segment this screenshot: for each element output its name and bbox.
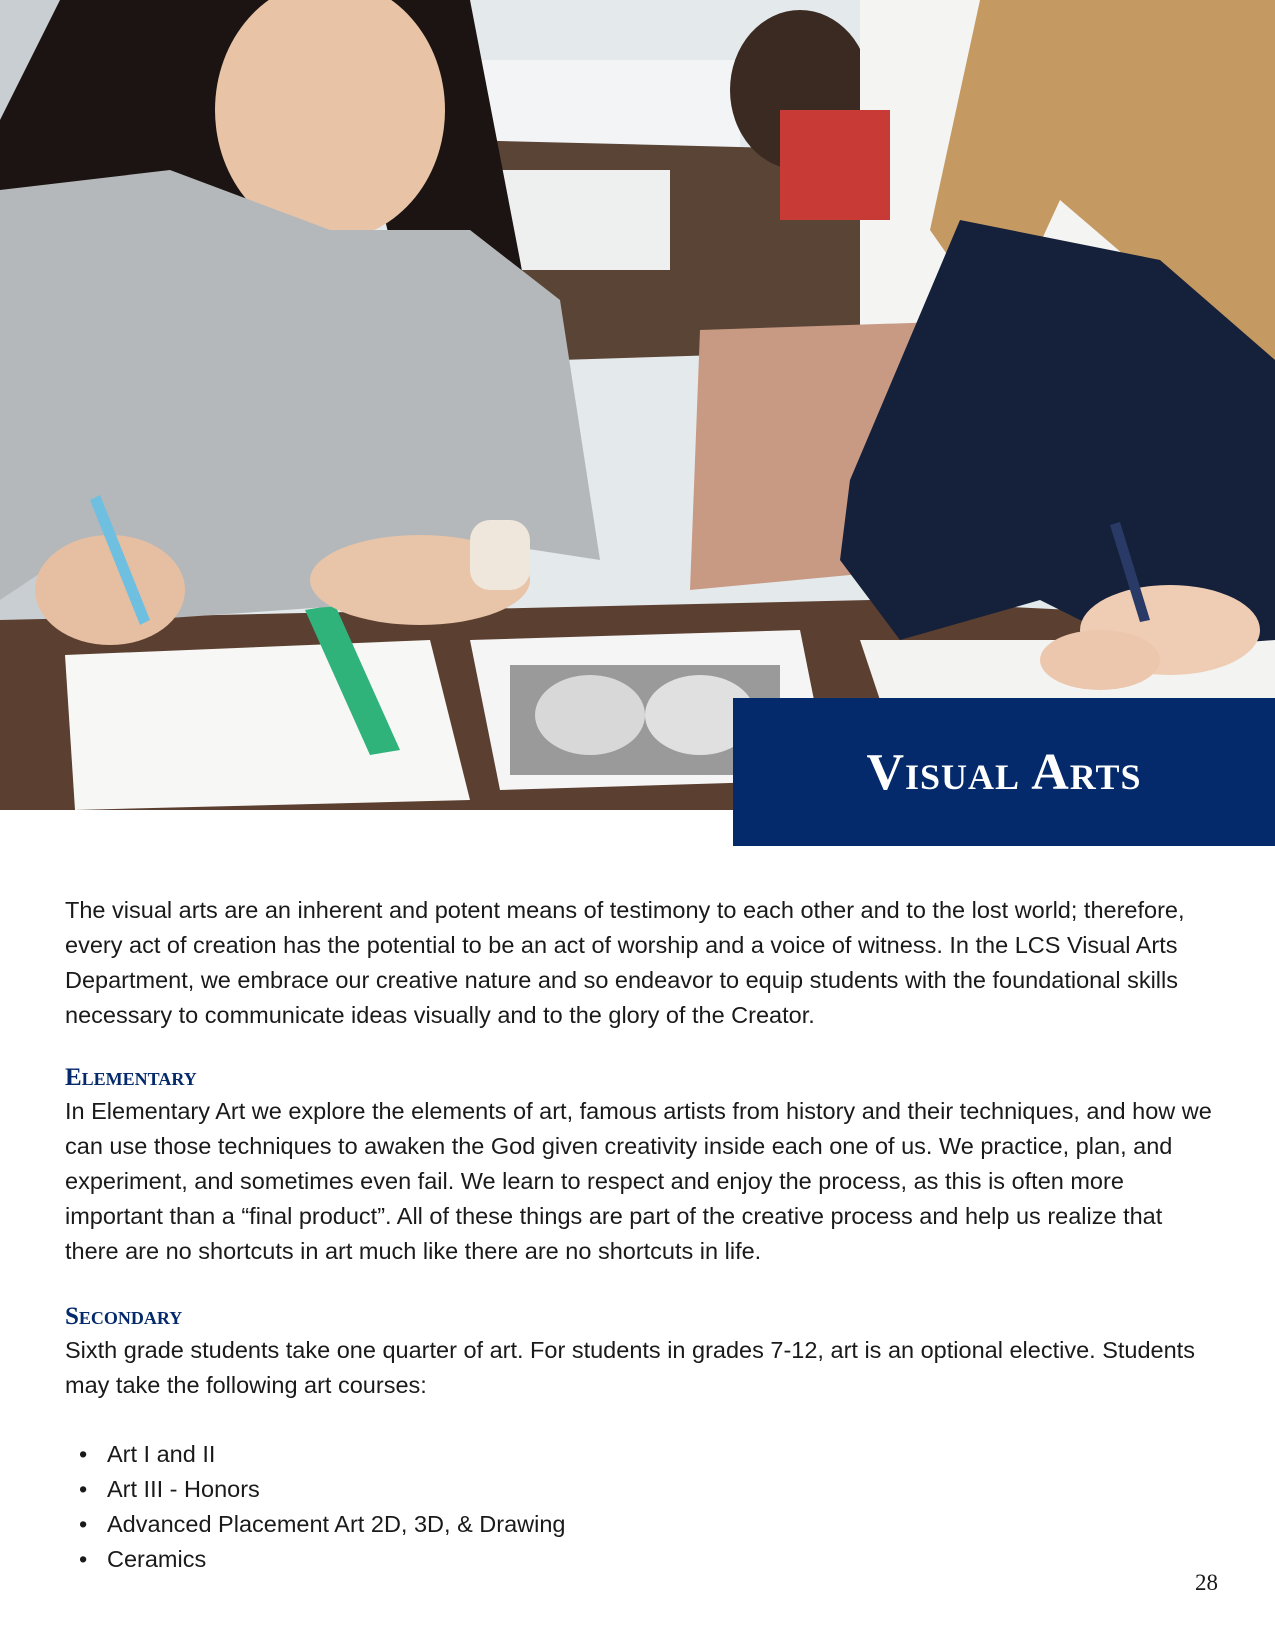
list-item: • Art III - Honors <box>107 1472 1215 1507</box>
list-item: • Art I and II <box>107 1437 1215 1472</box>
secondary-heading: Secondary <box>65 1303 183 1330</box>
list-item: • Advanced Placement Art 2D, 3D, & Drawing <box>107 1507 1215 1542</box>
main-content <box>65 893 1215 1577</box>
elementary-paragraph: In Elementary Art we explore the elements of art, famous artists from history and their techniques, and how we can use those techniques to awaken the God given creativity inside each one of us. We practice, plan, and experiment, and sometimes even fail. We learn to respect and enjoy the process, as this is often more important than a “final product”. All of these things are part of the creative process and help us realize that there are no shortcuts in art much like there are no shortcuts in life. <box>65 1098 1212 1264</box>
course-list <box>65 1437 1215 1577</box>
classroom-photo-illustration <box>0 0 1275 810</box>
intro-paragraph: The visual arts are an inherent and potent means of testimony to each other and to the lost world; therefore, every act of creation has the potential to be an act of worship and a voice of witness. In the LCS Visual Arts Department, we embrace our creative nature and so endeavor to equip students with the foundational skills necessary to communicate ideas visually and to the glory of the Creator. <box>65 897 1185 1028</box>
secondary-paragraph: Sixth grade students take one quarter of art. For students in grades 7-12, art is an optional elective. Students may take the following art courses: <box>65 1337 1195 1398</box>
list-item: • Ceramics <box>107 1542 1215 1577</box>
title-banner <box>733 698 1275 846</box>
page-number: 28 <box>1195 1570 1218 1595</box>
header-photo <box>0 0 1275 810</box>
page-title: Visual Arts <box>866 743 1142 801</box>
elementary-heading: Elementary <box>65 1064 197 1091</box>
